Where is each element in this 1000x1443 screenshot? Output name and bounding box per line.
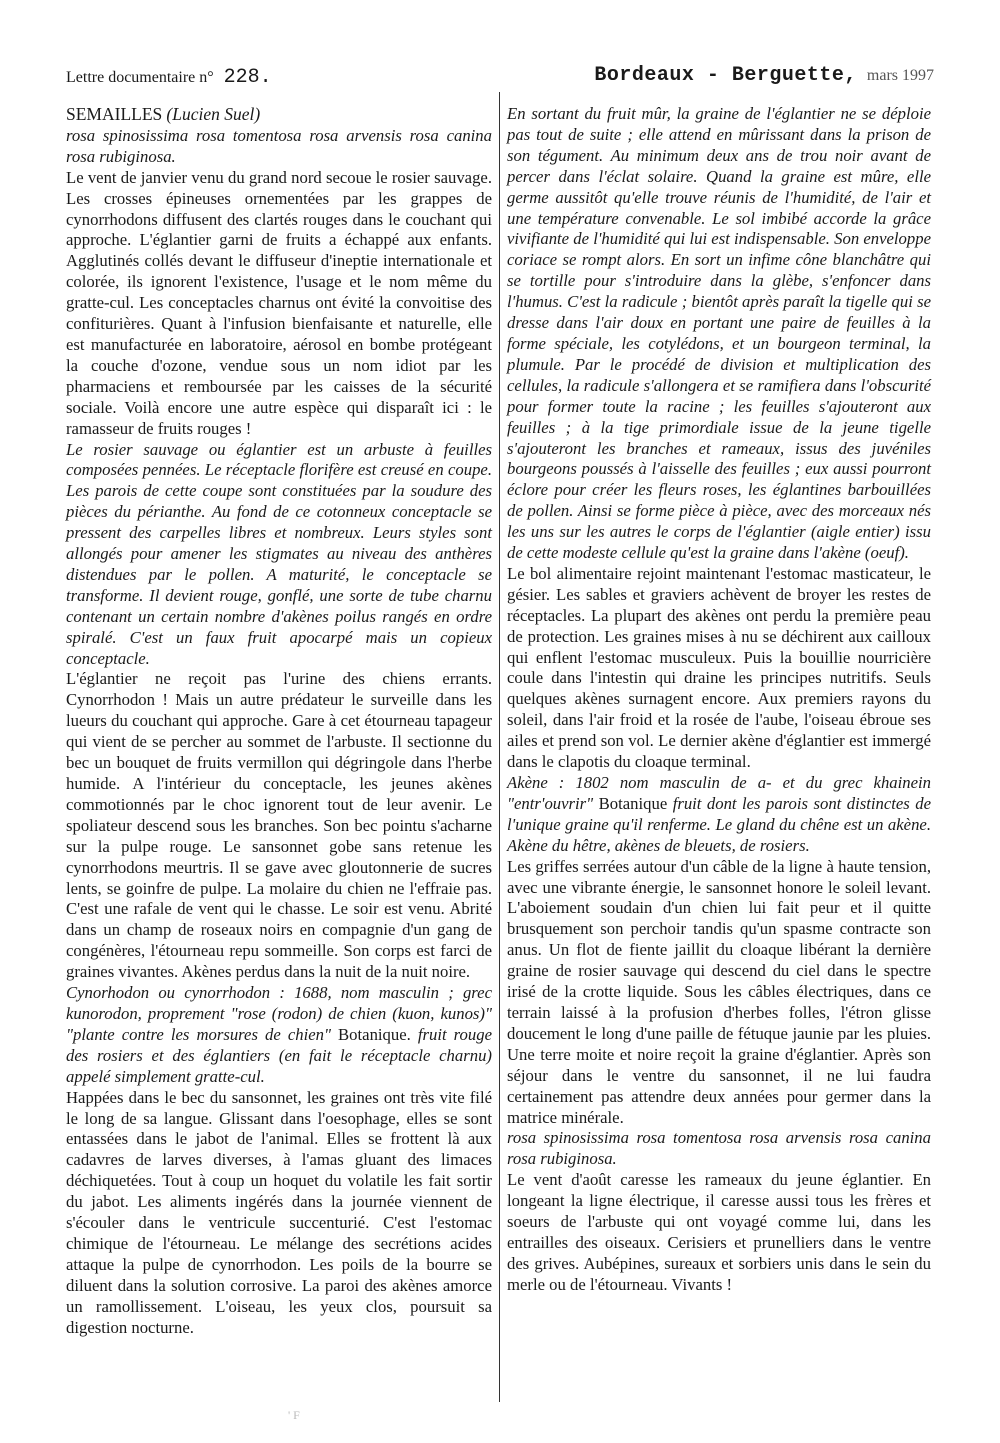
letter-label (66, 66, 272, 89)
right-column (507, 104, 931, 1296)
column-divider (499, 92, 500, 1402)
article-author: (Lucien Suel) (166, 104, 261, 124)
paragraph-italic: Le rosier sauvage ou églantier est un arbuste à feuilles composées pennées. Le réceptacle florifère est creusé en coupe. Les parois de cette coupe sont constituées par la soudure des pièces du périanthe. Au fond de ce cotonneux conceptacle se pressent des carpelles libres et nombreux. Leurs styles sont allongés pour amener les stigmates au niveau des anthères distendues par le pollen. A maturité, le conceptacle se transforme. Il devient rouge, gonflé, une sorte de tube charnu contenant un certain nombre d'akènes poilus rangés en ordre spiralé. C'est un faux fruit apocarpé mais un copieux conceptacle. (66, 439, 492, 668)
closing-epigraph: rosa spinosissima rosa tomentosa rosa arvensis rosa canina rosa rubiginosa. (507, 1128, 931, 1169)
definition-field: Botanique (598, 793, 668, 813)
letter-date: mars 1997 (866, 67, 934, 84)
definition-cynorhodon (66, 983, 492, 1088)
paragraph: L'églantier ne reçoit pas l'urine des chiens errants. Cynorrhodon ! Mais un autre prédateur le surveille dans les lueurs du couchant qui approche. Gare à cet étourneau tapageur qui vient de se percher au sommet de l'arbuste. Il sectionne du bec un bouquet de fruits vermillon qui dégringole dans l'herbe humide. A l'intérieur du conceptacle, les jeunes akènes commotionnés par le choc ignorent tout de leur avenir. Le spoliateur descend sous les branches. Son bec pointu s'acharne sur la pulpe rouge. Le sansonnet gobe sans retenue les cynorrhodons meurtris. Il se gave avec gloutonnerie de sucres lents, se goinfre de pulpe. La molaire du chien ne l'effraie pas. C'est une rafale de vent qui le chasse. Le soir est venu. Abrité dans un champ de roseaux noirs en compagnie d'un gang de congénères, l'étourneau repu sommeille. Son corps est farci de graines vivantes. Akènes perdus dans la nuit de la nuit noire. (66, 669, 492, 982)
definition-body: fruit rouge des rosiers et des églantiers (en fait le réceptacle charnu) appelé simplement gratte-cul. (66, 1024, 492, 1086)
letter-header (66, 60, 934, 90)
paragraph: Les griffes serrées autour d'un câble de la ligne à haute tension, avec une vibrante énergie, le sansonnet honore le soleil levant. L'aboiement soudain d'un chien lui fait peur et il quitte brusquement son perchoir tandis qu'un spasme contracte son anus. Un flot de fiente jaillit du cloaque libérant la dernière graine de rosier sauvage qui descend du ciel dans le spectre irisé de la crotte liquide. Sous les câbles électriques, dans ce terrain laissé à la profusion d'herbes folles, l'étron glisse doucement le long d'une paille de fétuque jaunie par les pluies. Une terre moite et noire reçoit la graine d'églantier. Après son séjour dans le ventre du sansonnet, il ne lui faudra certainement pas attendre deux années pour germer dans la matrice minérale. (507, 856, 931, 1127)
letter-origin (594, 64, 934, 87)
paragraph: Le vent d'août caresse les rameaux du jeune églantier. En longeant la ligne électrique, il caresse aussi tous les frères et soeurs de l'arbuste qui ont voyagé comme lui, dans les entrailles des oiseaux. Cerisiers et prunelliers dans le ventre des grives. Aubépines, sureaux et sorbiers unis dans le sein du merle ou de l'étourneau. Vivants ! (507, 1170, 931, 1294)
paragraph-italic: En sortant du fruit mûr, la graine de l'églantier ne se déploie pas tout de suite ; elle attend en mûrissant dans la prison de son tégument. Au minimum deux ans de trou noir avant de percer dans l'éclat solaire. Quand la graine est mûre, elle germe aussitôt qu'elle trouve réunis de l'humidité, de l'air et une température convenable. Le sol imbibé accorde la grâce vivifiante de l'humidité qui lui est indispensable. Son enveloppe coriace se rompt alors. En sort un infime cône blanchâtre qui se tortille pour s'introduire dans la glèbe, s'enfoncer dans l'humus. C'est la radicule ; bientôt après paraît la tigelle qui se dresse dans l'air doux en portant une paire de feuilles à la forme spéciale, les cotylédons, et un bourgeon terminal, la plumule. Par le procédé de division et multiplication des cellules, la radicule s'allongera et se ramifiera dans l'obscurité pour former toute la racine ; les feuilles s'ajouteront aux feuilles ; à la tige primordiale issue de la jeune tigelle s'ajouteront les branches et rameaux, issus des juvéniles bourgeons poussés à l'aisselle des feuilles ; eux aussi pourront éclore pour créer les fleurs roses, les églantines barbouillées de pollen. Ainsi se forme pièce à pièce, avec des morceaux nés les uns sur les autres le corps de l'églantier (aigle entier) issu de cette modeste cellule qu'est la graine dans l'akène (oeuf). (507, 104, 931, 563)
left-column (66, 104, 492, 1338)
letter-label-text: Lettre documentaire n° (66, 69, 214, 86)
definition-head: Cynorhodon ou cynorrhodon : 1688, nom masculin ; grec kunorodon, proprement "rose (rodon) de chien (kuon, kunos)" "plante contre les morsures de chien" (66, 983, 492, 1044)
paragraph: Happées dans le bec du sansonnet, les graines ont très vite filé le long de sa langue. Glissant dans l'oesophage, elles se sont entassées dans le jabot de l'animal. Elles se frottent là aux cadavres de larves diverses, à l'amas gluant des limaces déchiquetées. Tout à coup un hoquet du volatile les fait sortir du jabot. Les aliments ingérés dans la journée viennent de s'écouler dans le ventricule succenturié. C'est l'estomac chimique de l'étourneau. Le mélange des secrétions acides attaque la pulpe de cynorrhodon. Les poils de la bourre se diluent dans la solution corrosive. La paroi des akènes amorce un ramollissement. L'oiseau, les yeux clos, poursuit sa digestion nocturne. (66, 1087, 492, 1337)
page-mark: ' F (288, 1408, 300, 1422)
definition-body: fruit dont les parois sont distinctes de l'unique graine qu'il renferme. Le gland du chêne est un akène. Akène du hêtre, akènes de bleuets, de rosiers. (507, 793, 931, 855)
paragraph: Le bol alimentaire rejoint maintenant l'estomac masticateur, le gésier. Les sables et graviers achèvent de broyer les restes de réceptacles. La plupart des akènes ont perdu la première peau de protection. Les graines mises à nu se déchirent aux cailloux qui enflent l'estomac musculeux. Puis la bouillie nourricière coule dans l'intestin qui draine les principes nutritifs. Seuls quelques akènes surnagent encore. Aux premiers rayons du soleil, dans l'air froid et la rosée de l'aube, l'oiseau ébroue ses ailes et prend son vol. Le dernier akène d'églantier est immergé dans le clapotis du cloaque terminal. (507, 563, 931, 772)
article-title: SEMAILLES (66, 104, 163, 124)
definition-field: Botanique. (338, 1024, 411, 1044)
definition-head: Akène : 1802 nom masculin de a- et du grec khainein "entr'ouvrir" (507, 773, 931, 813)
paragraph: Le vent de janvier venu du grand nord secoue le rosier sauvage. Les crosses épineuses ornementées par les grappes de cynorrhodons diffusent des clartés rouges dans le couchant qui approche. L'églantier garni de fruits a échappé aux enfants. Agglutinés collés devant le diffuseur d'ineptie internationale et colorée, ils ignorent l'existence, l'usage et le nom même du gratte-cul. Les conceptacles charnus ont évité la convoitise des confiturières. Quant à l'infusion bienfaisante et naturelle, elle est manufacturée en laboratoire, aérosol en bombe protégeant la couche d'ozone, vendue sous un nom idiot par les pharmaciens et remboursée par les caisses de la sécurité sociale. Voilà encore une autre espèce qui disparaît ici : le ramasseur de fruits rouges ! (66, 167, 492, 438)
letter-number: 228. (223, 66, 272, 89)
definition-akene (507, 773, 931, 857)
letter-place: Bordeaux - Berguette, (594, 64, 857, 87)
article-heading (66, 104, 492, 126)
epigraph: rosa spinosissima rosa tomentosa rosa arvensis rosa canina rosa rubiginosa. (66, 125, 492, 166)
